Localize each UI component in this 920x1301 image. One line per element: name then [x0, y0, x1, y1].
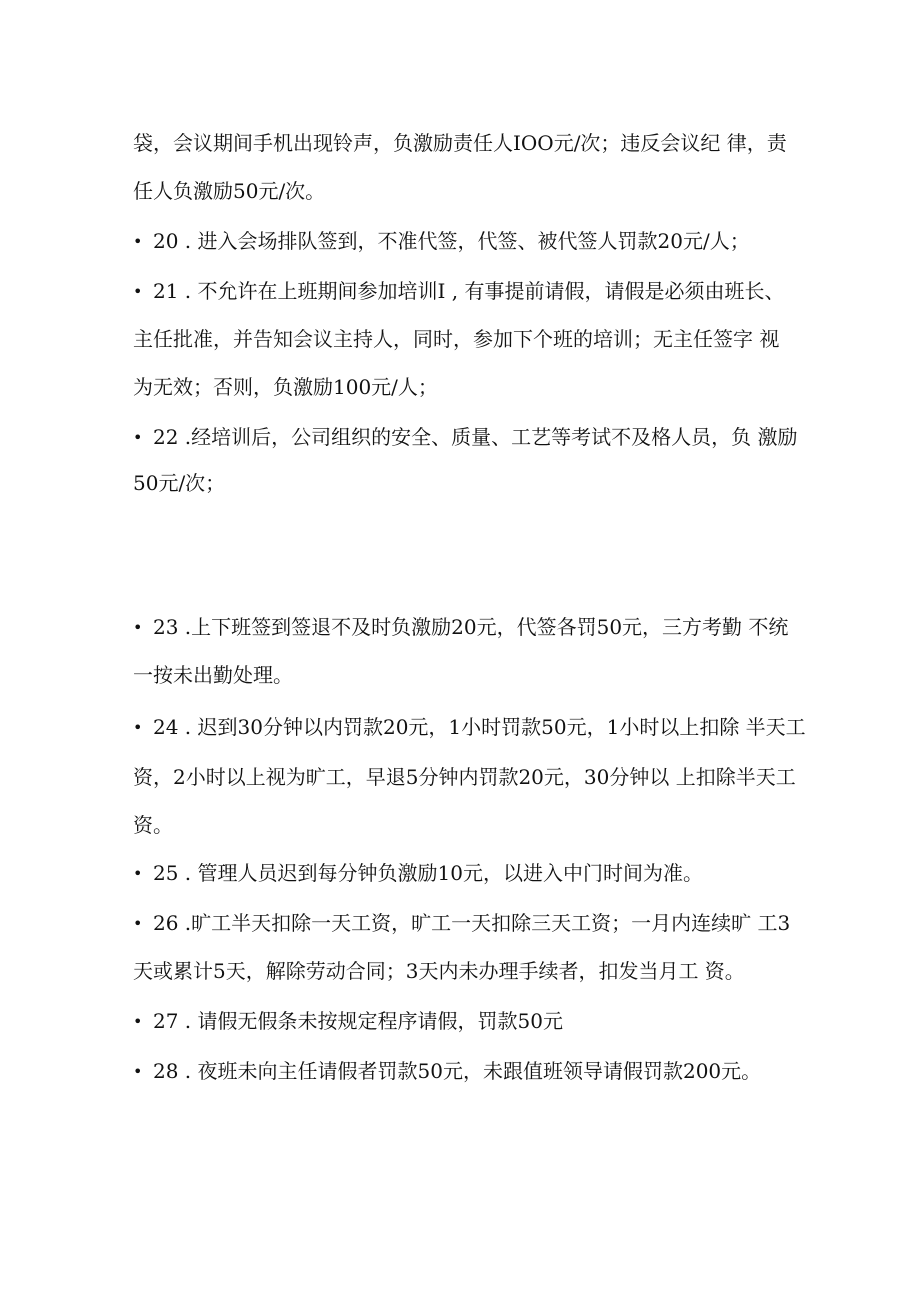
- bullet-icon: •: [133, 428, 143, 447]
- list-item-24: [133, 713, 806, 741]
- text-line: [133, 373, 438, 401]
- list-item-20: [133, 227, 750, 255]
- line-text: 任人负激励50元/次。: [133, 179, 326, 203]
- text-line: [133, 325, 779, 353]
- line-text: 22 .经培训后，公司组织的安全、质量、工艺等考试不及格人员，负 激励: [153, 425, 798, 449]
- line-text: 为无效；否则，负激励100元/人；: [133, 375, 438, 399]
- list-item-26: [133, 909, 790, 937]
- list-item-23: [133, 613, 788, 641]
- line-text: 主任批准，并告知会议主持人，同时，参加下个班的培训；无主任签字 视: [133, 327, 780, 351]
- bullet-icon: •: [133, 232, 143, 251]
- line-text: 资。: [133, 813, 173, 837]
- line-text: 资，2小时以上视为旷工，早退5分钟内罚款20元，30分钟以 上扣除半天工: [133, 765, 796, 789]
- text-line: [133, 129, 787, 157]
- list-item-22: [133, 423, 798, 451]
- bullet-icon: •: [133, 864, 143, 883]
- line-text: 26 .旷工半天扣除一天工资，旷工一天扣除三天工资；一月内连续旷 工3: [153, 911, 791, 935]
- line-text: 21 . 不允许在上班期间参加培训I , 有事提前请假，请假是必须由班长、: [153, 279, 785, 303]
- list-item-25: [133, 859, 703, 887]
- line-text: 袋，会议期间手机出现铃声，负激励责任人IOO元/次；违反会议纪 律，责: [133, 131, 787, 155]
- text-line: [133, 469, 225, 497]
- bullet-icon: •: [133, 282, 143, 301]
- bullet-icon: •: [133, 914, 143, 933]
- line-text: 28 . 夜班未向主任请假者罚款50元，未跟值班领导请假罚款200元。: [153, 1059, 762, 1083]
- text-line: [133, 811, 173, 839]
- text-line: [133, 177, 325, 205]
- text-line: [133, 763, 796, 791]
- bullet-icon: •: [133, 618, 143, 637]
- list-item-28: [133, 1057, 761, 1085]
- line-text: 一按未出勤处理。: [133, 663, 293, 687]
- bullet-icon: •: [133, 1012, 143, 1031]
- bullet-icon: •: [133, 718, 143, 737]
- line-text: 24 . 迟到30分钟以内罚款20元，1小时罚款50元，1小时以上扣除 半天工: [153, 715, 806, 739]
- line-text: 天或累计5天，解除劳动合同；3天内未办理手续者，扣发当月工 资。: [133, 959, 745, 983]
- line-text: 27 . 请假无假条未按规定程序请假，罚款50元: [153, 1009, 563, 1033]
- list-item-27: [133, 1007, 563, 1035]
- line-text: 50元/次；: [133, 471, 226, 495]
- bullet-icon: •: [133, 1062, 143, 1081]
- list-item-21: [133, 277, 785, 305]
- line-text: 20 . 进入会场排队签到，不准代签，代签、被代签人罚款20元/人；: [153, 229, 750, 253]
- text-line: [133, 661, 293, 689]
- line-text: 23 .上下班签到签退不及时负激励20元，代签各罚50元，三方考勤 不统: [153, 615, 789, 639]
- text-line: [133, 957, 745, 985]
- line-text: 25 . 管理人员迟到每分钟负激励10元，以进入中门时间为准。: [153, 861, 703, 885]
